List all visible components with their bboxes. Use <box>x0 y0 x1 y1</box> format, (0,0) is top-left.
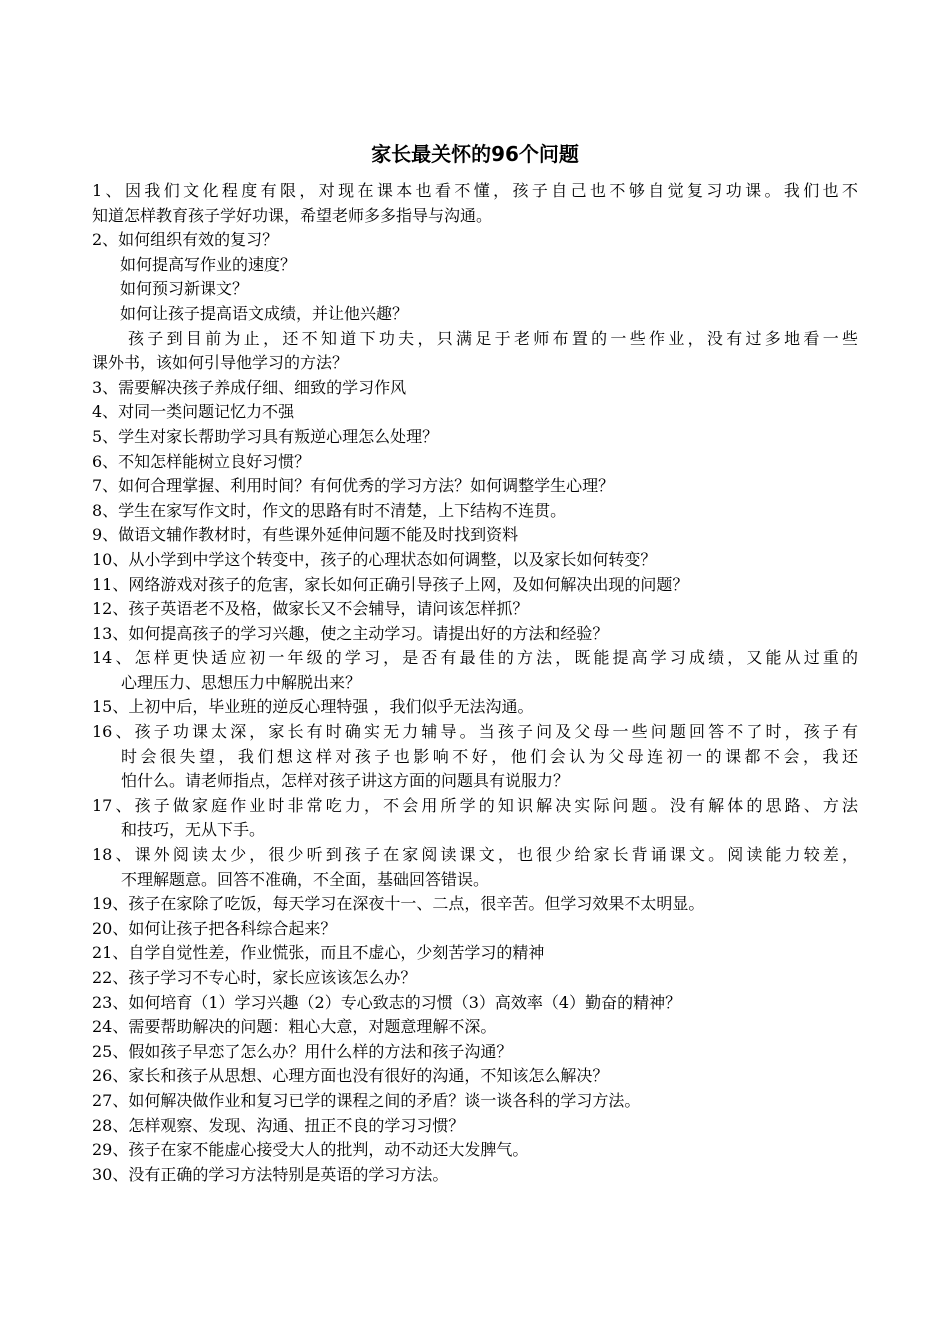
text-line: 不理解题意。回答不准确，不全面，基础回答错误。 <box>121 869 490 889</box>
text-line: 27、如何解决做作业和复习已学的课程之间的矛盾？谈一谈各科的学习方法。 <box>92 1090 641 1110</box>
text-line: 26、家长和孩子从思想、心理方面也没有很好的沟通，不知该怎么解决？ <box>92 1066 609 1086</box>
document-title: 家长最关怀的96个问题 <box>371 142 579 166</box>
text-line: 24、需要帮助解决的问题：粗心大意，对题意理解不深。 <box>92 1017 497 1037</box>
text-line: 课外书，该如何引导他学习的方法？ <box>92 353 349 373</box>
text-line: 6、不知怎样能树立良好习惯？ <box>92 451 311 471</box>
text-line: 29、孩子在家不能虚心接受大人的批判，动不动还大发脾气。 <box>92 1140 529 1160</box>
text-line: 9、做语文辅作教材时，有些课外延伸问题不能及时找到资料 <box>92 525 519 545</box>
text-line: 15、上初中后，毕业班的逆反心理特强 ，我们似乎无法沟通。 <box>92 697 534 717</box>
text-line: 17、孩子做家庭作业时非常吃力，不会用所学的知识解决实际问题。没有解体的思路、方法 <box>92 795 858 815</box>
text-line: 5、学生对家长帮助学习具有叛逆心理怎么处理？ <box>92 426 439 446</box>
text-line: 16、孩子功课太深，家长有时确实无力辅导。当孩子问及父母一些问题回答不了时，孩子有 <box>92 722 858 742</box>
text-line: 4、对同一类问题记忆力不强 <box>92 402 295 422</box>
text-line: 7、如何合理掌握、利用时间？有何优秀的学习方法？如何调整学生心理？ <box>92 476 615 496</box>
text-line: 2、如何组织有效的复习？ <box>92 230 279 250</box>
text-line: 12、孩子英语老不及格，做家长又不会辅导，请问该怎样抓？ <box>92 599 529 619</box>
text-line: 时会很失望，我们想这样对孩子也影响不好，他们会认为父母连初一的课都不会，我还 <box>121 746 858 766</box>
text-line: 和技巧，无从下手。 <box>121 820 266 840</box>
text-line: 13、如何提高孩子的学习兴趣，使之主动学习。请提出好的方法和经验？ <box>92 623 609 643</box>
text-line: 心理压力、思想压力中解脱出来？ <box>121 672 362 692</box>
text-line: 8、学生在家写作文时，作文的思路有时不清楚，上下结构不连贯。 <box>92 500 567 520</box>
text-line: 20、如何让孩子把各科综合起来？ <box>92 918 337 938</box>
text-line: 10、从小学到中学这个转变中，孩子的心理状态如何调整，以及家长如何转变？ <box>92 549 657 569</box>
text-line: 30、没有正确的学习方法特别是英语的学习方法。 <box>92 1164 449 1184</box>
text-line: 知道怎样教育孩子学好功课，希望老师多多指导与沟通。 <box>92 205 493 225</box>
text-line: 如何让孩子提高语文成绩，并让他兴趣？ <box>120 303 409 323</box>
text-line: 怕什么。请老师指点，怎样对孩子讲这方面的问题具有说服力？ <box>121 771 570 791</box>
text-line: 22、孩子学习不专心时，家长应该该怎么办？ <box>92 968 417 987</box>
text-line: 21、自学自觉性差，作业慌张，而且不虚心，少刻苦学习的精神 <box>92 943 545 963</box>
text-line: 1、因我们文化程度有限，对现在课本也看不懂，孩子自己也不够自觉复习功课。我们也不 <box>92 181 858 200</box>
text-line: 19、孩子在家除了吃饭，每天学习在深夜十一、二点，很辛苦。但学习效果不太明显。 <box>92 894 705 914</box>
text-line: 28、怎样观察、发现、沟通、扭正不良的学习习惯？ <box>92 1115 465 1135</box>
text-line: 23、如何培育（1）学习兴趣（2）专心致志的习惯（3）高效率（4）勤奋的精神？ <box>92 992 682 1012</box>
text-line: 11、网络游戏对孩子的危害，家长如何正确引导孩子上网，及如何解决出现的问题？ <box>92 574 689 594</box>
text-line: 14、怎样更快适应初一年级的学习，是否有最佳的方法，既能提高学习成绩，又能从过重的 <box>92 648 858 668</box>
text-line: 如何预习新课文？ <box>120 279 249 299</box>
text-line: 18、课外阅读太少，很少听到孩子在家阅读课文，也很少给家长背诵课文。阅读能力较差， <box>92 845 858 865</box>
text-line: 如何提高写作业的速度？ <box>120 254 297 274</box>
text-line: 3、需要解决孩子养成仔细、细致的学习作风 <box>92 377 407 397</box>
question-list <box>92 179 858 1187</box>
text-line: 孩子到目前为止，还不知道下功夫，只满足于老师布置的一些作业，没有过多地看一些 <box>128 328 858 348</box>
text-line: 25、假如孩子早恋了怎么办？用什么样的方法和孩子沟通？ <box>92 1041 513 1061</box>
